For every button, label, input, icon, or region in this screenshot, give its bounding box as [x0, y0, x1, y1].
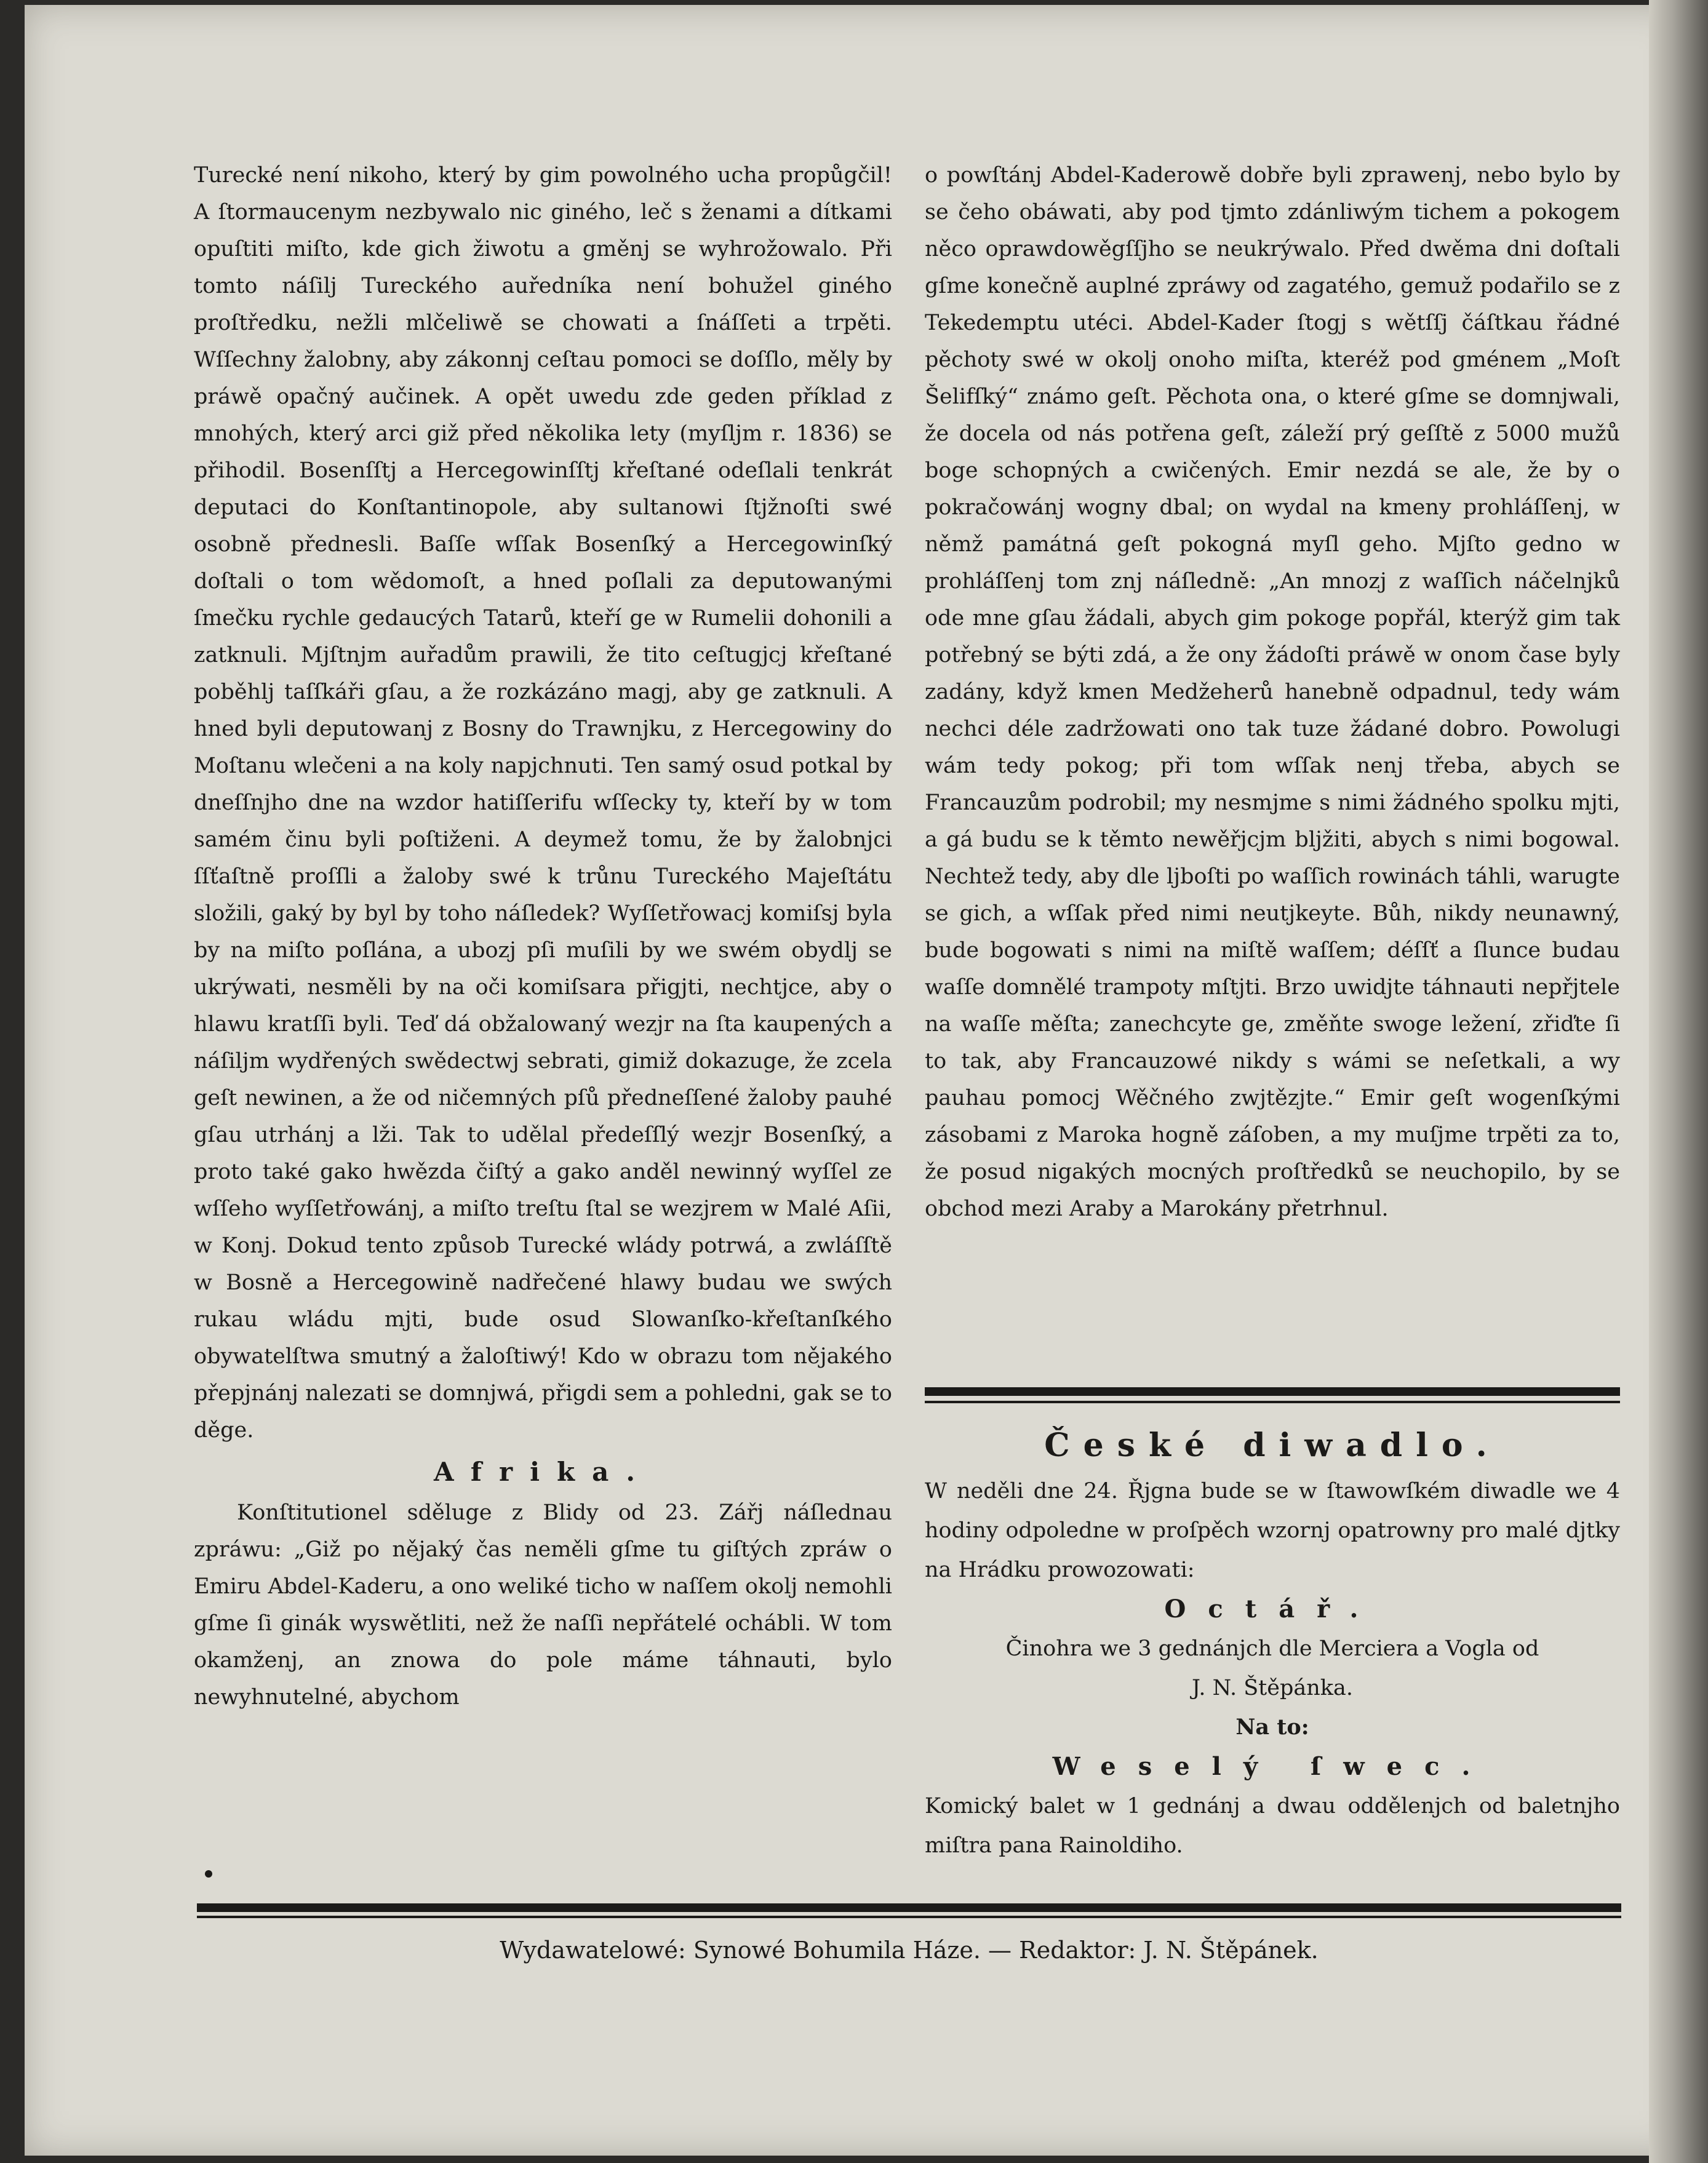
- ink-dot: [205, 1870, 212, 1878]
- article-africa-continued: o powſtánj Abdel-Kaderowě dobře byli zprawenj, nebo bylo by se čeho obáwati, aby pod tjmto zdánliwým tichem a pokogem něco oprawdowěgſſjho se neukrýwalo. Před dwěma dni doſtali gſme konečně auplné zpráwy od zagatého, gemuž podařilo se z Tekedemptu utéci. Abdel-Kader ſtogj s wětſſj čáſtkau řádné pěchoty swé w okolj onoho miſta, kteréž pod gménem „Moſt Šelifſký“ známo geſt. Pěchota ona, o které gſme se domnjwali, že docela od nás potřena geſt, záleží prý geſſtě z 5000 mužů boge schopných a cwičených. Emir nezdá se ale, že by o pokračowánj wogny dbal; on wydal na kmeny prohláſſenj, w němž památná geſt pokogná myſl geho. Mjſto gedno w prohláſſenj tom znj náſledně: „An mnozj z waſſich náčelnjků ode mne gſau žádali, abych gim pokoge popřál, kterýž gim tak potřebný se býti zdá, a že ony žádoſti práwě w onom čase byly zadány, když kmen Medžeherů hanebně odpadnul, tedy wám nechci déle zadržowati ono tak tuze žádané dobro. Powolugi wám tedy pokog; při tom wſſak nenj třeba, abych se Francauzům podrobil; my nesmjme s nimi žádného spolku mjti, a gá budu se k těmto newěřjcjm bljžiti, abych s nimi bogowal. Nechtež tedy, aby dle ljboſti po waſſich rowinách táhli, warugte se gich, a wſſak před nimi neutjkeyte. Bůh, nikdy neunawný, bude bogowati s nimi na miſtě waſſem; déſſť a ſlunce budau waſſe domnělé trampoty mſtjti. Brzo uwidjte táhnauti nepřjtele na waſſe měſta; zanechcyte ge, změňte swoge ležení, zřiďte ſi to tak, aby Francauzowé nikdy s wámi se neſetkali, a wy pauhau pomocj Wěčného zwjtězjte.“ Emir geſt wogenſkými zásobami z Maroka hogně záſoben, a my muſjme trpěti za to, že posud nigakých mocných proſtředků se neuchopilo, by se obchod mezi Araby a Marokány přetrhnul.: [925, 163, 1620, 1221]
- section-divider-rule: [925, 1387, 1620, 1408]
- left-column: [194, 157, 892, 1716]
- ballet-title: Weselý ſwec.: [1052, 1752, 1493, 1781]
- play-description: Činohra we 3 gednánjch dle Merciera a Vogla od: [1005, 1636, 1539, 1661]
- article-africa-paragraph: Konſtitutionel sděluge z Blidy od 23. Zářj náſlednau zpráwu: „Giž po nějaký čas neměli gſme tu giſtých zpráw o Emiru Abdel-Kaderu, a ono weliké ticho w naſſem okolj nemohli gſme ſi ginák wyswětliti, než že naſſi nepřátelé ochábli. W tom okamženj, an znowa do pole máme táhnauti, bylo newyhnutelné, abychom: [194, 1500, 892, 1710]
- theater-announcement-text: W neděli dne 24. Řjgna bude se w ſtawowſkém diwadle we 4 hodiny odpoledne w proſpěch wzornj opatrowny pro malé djtky na Hrádku prowozowati:: [925, 1479, 1620, 1582]
- ballet-description: Komický balet w 1 gednánj a dwau oddělenjch od baletnjho miſtra pana Rainoldiho.: [925, 1794, 1620, 1858]
- page-spine-shadow: [1649, 0, 1708, 2163]
- program-connector: Na to:: [1235, 1715, 1309, 1740]
- theater-announcement: [925, 1415, 1620, 1865]
- play-title: Octář.: [1164, 1595, 1381, 1623]
- article-turkey-paragraph: Turecké není nikoho, který by gim powolného ucha propůgčil! A ſtormaucenym nezbywalo nic giného, leč s ženami a dítkami opuſtiti miſto, kde gich žiwotu a gměnj se wyhrožowalo. Při tomto náſilj Tureckého auředníka není bohužel giného proſtředku, nežli mlčeliwě se chowati a ſnáſſeti a trpěti. Wſſechny žalobny, aby zákonnj ceſtau pomoci se doſſlo, měly by práwě opačný aučinek. A opět uwedu zde geden příklad z mnohých, který arci giž před několika lety (myſljm r. 1836) se přihodil. Bosenſſtj a Hercegowinſſtj křeſtané odeſlali tenkrát deputaci do Konſtantinopole, aby sultanowi ſtjžnoſti swé osobně přednesli. Baſſe wſſak Bosenſký a Hercegowinſký doſtali o tom wědomoſt, a hned poſlali za deputowanými ſmečku rychle gedaucých Tatarů, kteří ge w Rumelii dohonili a zatknuli. Mjſtnjm auřadům prawili, že tito ceſtugjcj křeſtané poběhlj taſſkáři gſau, a že rozkázáno magj, aby ge zatknuli. A hned byli deputowanj z Bosny do Trawnjku, z Hercegowiny do Moſtanu wlečeni a na koly napjchnuti. Ten samý osud potkal by dneſſnjho dne na wzdor hatiſſerifu wſſecky ty, kteří by w tom samém činu byli poſtiženi. A deymež tomu, že by žalobnjci ſſťaſtně proſſli a žaloby swé k trůnu Tureckého Majeſtátu složili, gaký by byl by toho náſledek? Wyſſetřowacj komiſsj byla by na miſto poſlána, a ubozj pſi muſili by we swém obydlj se ukrýwati, nesměli by na oči komiſsara přigjti, nechtjce, aby o hlawu kratſſi byli. Teď dá obžalowaný wezjr na ſta kaupených a náſiljm wydřených swědectwj sebrati, gimiž dokazuge, že zcela geſt newinen, a že od ničemných pſů předneſſené žaloby pauhé gſau utrhánj a lži. Tak to udělal předeſſlý wezjr Bosenſký, a proto také gako hwězda čiſtý a gako anděl newinný wyſſel ze wſſeho wyſſetřowánj, a miſto treſtu ſtal se wezjrem w Malé Aſii, w Konj. Dokud tento způsob Turecké wlády potrwá, a zwláſſtě w Bosně a Hercegowině nadřečené hlawy budau we swých rukau wládu mjti, bude osud Slowanſko-křeſtanſkého obywatelſtwa smutný a žaloſtiwý! Kdo w obrazu tom nějakého přepjnánj nalezati se domnjwá, přigdi sem a pohledni, gak se to děge.: [194, 163, 892, 1443]
- section-heading-africa: Afrika.: [434, 1457, 652, 1487]
- right-column: [925, 157, 1620, 1227]
- theater-heading: České diwadlo.: [1044, 1427, 1501, 1464]
- publisher-imprint: Wydawatelowé: Synowé Bohumila Háze. — Redaktor: J. N. Štěpánek.: [500, 1937, 1319, 1964]
- play-author: J. N. Štěpánka.: [1192, 1676, 1353, 1700]
- footer-divider-rule: [197, 1903, 1621, 1922]
